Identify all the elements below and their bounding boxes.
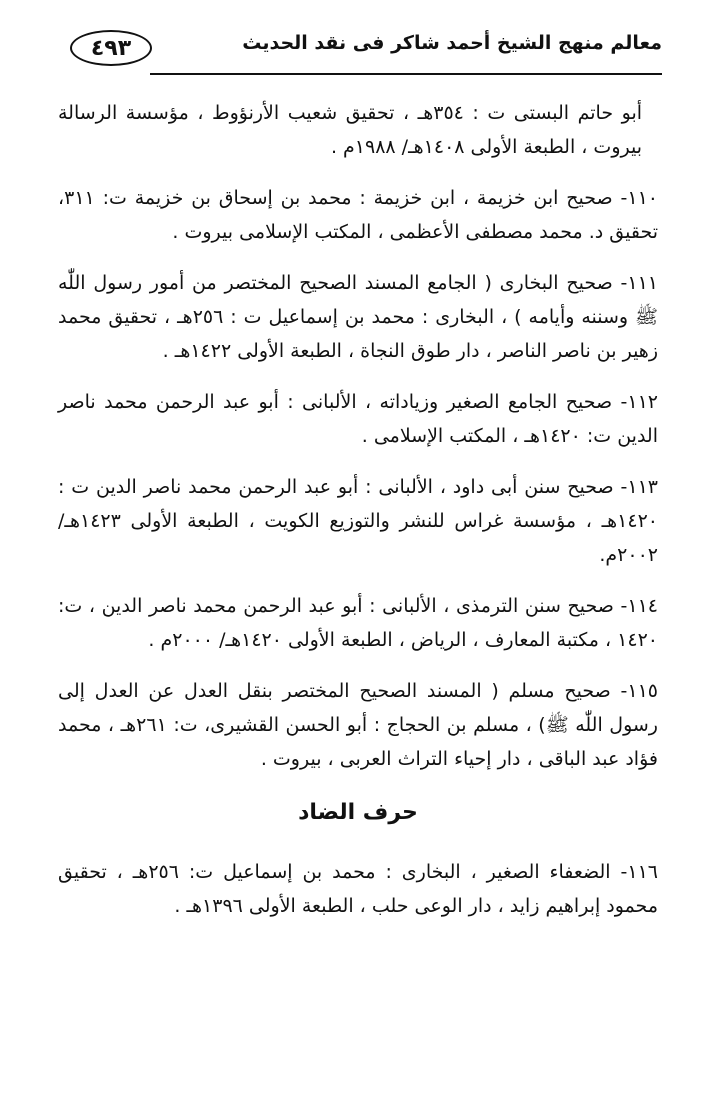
- section-heading: حرف الضاد: [298, 800, 418, 825]
- entry-number: ١١٤-: [620, 595, 658, 617]
- entry-number: ١١٦-: [620, 861, 659, 883]
- running-title: معالم منهج الشيخ أحمد شاكر فى نقد الحديث: [242, 32, 662, 54]
- bibliography-entry-112: [58, 385, 658, 453]
- entry-number: ١١٠-: [620, 187, 658, 209]
- bibliography-entry-113: [58, 470, 658, 572]
- entry-text: صحيح مسلم ( المسند الصحيح المختصر بنقل العدل عن العدل إلى رسول اللّٰه ﷺ) ، مسلم بن الحجاج : أبو الحسن القشيرى، ت: ٢٦١هـ ، محمد فؤاد عبد الباقى ، دار إحياء التراث العربى ، بيروت .: [58, 680, 658, 770]
- entry-text: صحيح ابن خزيمة ، ابن خزيمة : محمد بن إسحاق بن خزيمة ت: ٣١١، تحقيق د. محمد مصطفى الأعظمى ، المكتب الإسلامى بيروت .: [58, 187, 658, 243]
- page-header: [62, 26, 662, 76]
- entry-text: صحيح الجامع الصغير وزياداته ، الألبانى : أبو عبد الرحمن محمد ناصر الدين ت: ١٤٢٠هـ ، المكتب الإسلامى .: [58, 391, 658, 447]
- bibliography-entry-111: [58, 266, 658, 368]
- page-number: ٤٩٣: [70, 30, 152, 66]
- bibliography-body: [58, 96, 658, 940]
- entry-number: ١١٣-: [620, 476, 658, 498]
- entry-number: ١١٢-: [620, 391, 658, 413]
- entry-text: صحيح سنن أبى داود ، الألبانى : أبو عبد الرحمن محمد ناصر الدين ت : ١٤٢٠هـ ، مؤسسة غراس للنشر والتوزيع الكويت ، الطبعة الأولى ١٤٢٣هـ/ ٢٠٠٢م.: [58, 476, 658, 566]
- bibliography-entry-116: [58, 855, 658, 923]
- entry-text: صحيح سنن الترمذى ، الألبانى : أبو عبد الرحمن محمد ناصر الدين ، ت: ١٤٢٠ ، مكتبة المعارف ، الرياض ، الطبعة الأولى ١٤٢٠هـ/ ٢٠٠٠م .: [58, 595, 658, 651]
- bibliography-entry-114: [58, 589, 658, 657]
- bibliography-entry-115: [58, 674, 658, 776]
- entry-text: صحيح البخارى ( الجامع المسند الصحيح المختصر من أمور رسول اللّٰه ﷺ وسننه وأيامه ) ، البخارى : محمد بن إسماعيل ت : ٢٥٦هـ ، تحقيق محمد زهير بن ناصر الناصر ، دار طوق النجاة ، الطبعة الأولى ١٤٢٢هـ .: [58, 272, 658, 362]
- continued-entry-text: أبو حاتم البستى ت : ٣٥٤هـ ، تحقيق شعيب الأرنؤوط ، مؤسسة الرسالة بيروت ، الطبعة الأولى ١٤٠٨هـ/ ١٩٨٨م .: [58, 102, 643, 158]
- header-rule: [150, 73, 662, 75]
- entry-number: ١١١-: [620, 272, 658, 294]
- bibliography-entry-110: [58, 181, 658, 249]
- entry-text: الضعفاء الصغير ، البخارى : محمد بن إسماعيل ت: ٢٥٦هـ ، تحقيق محمود إبراهيم زايد ، دار الوعى حلب ، الطبعة الأولى ١٣٩٦هـ .: [58, 861, 658, 917]
- entry-number: ١١٥-: [620, 680, 658, 702]
